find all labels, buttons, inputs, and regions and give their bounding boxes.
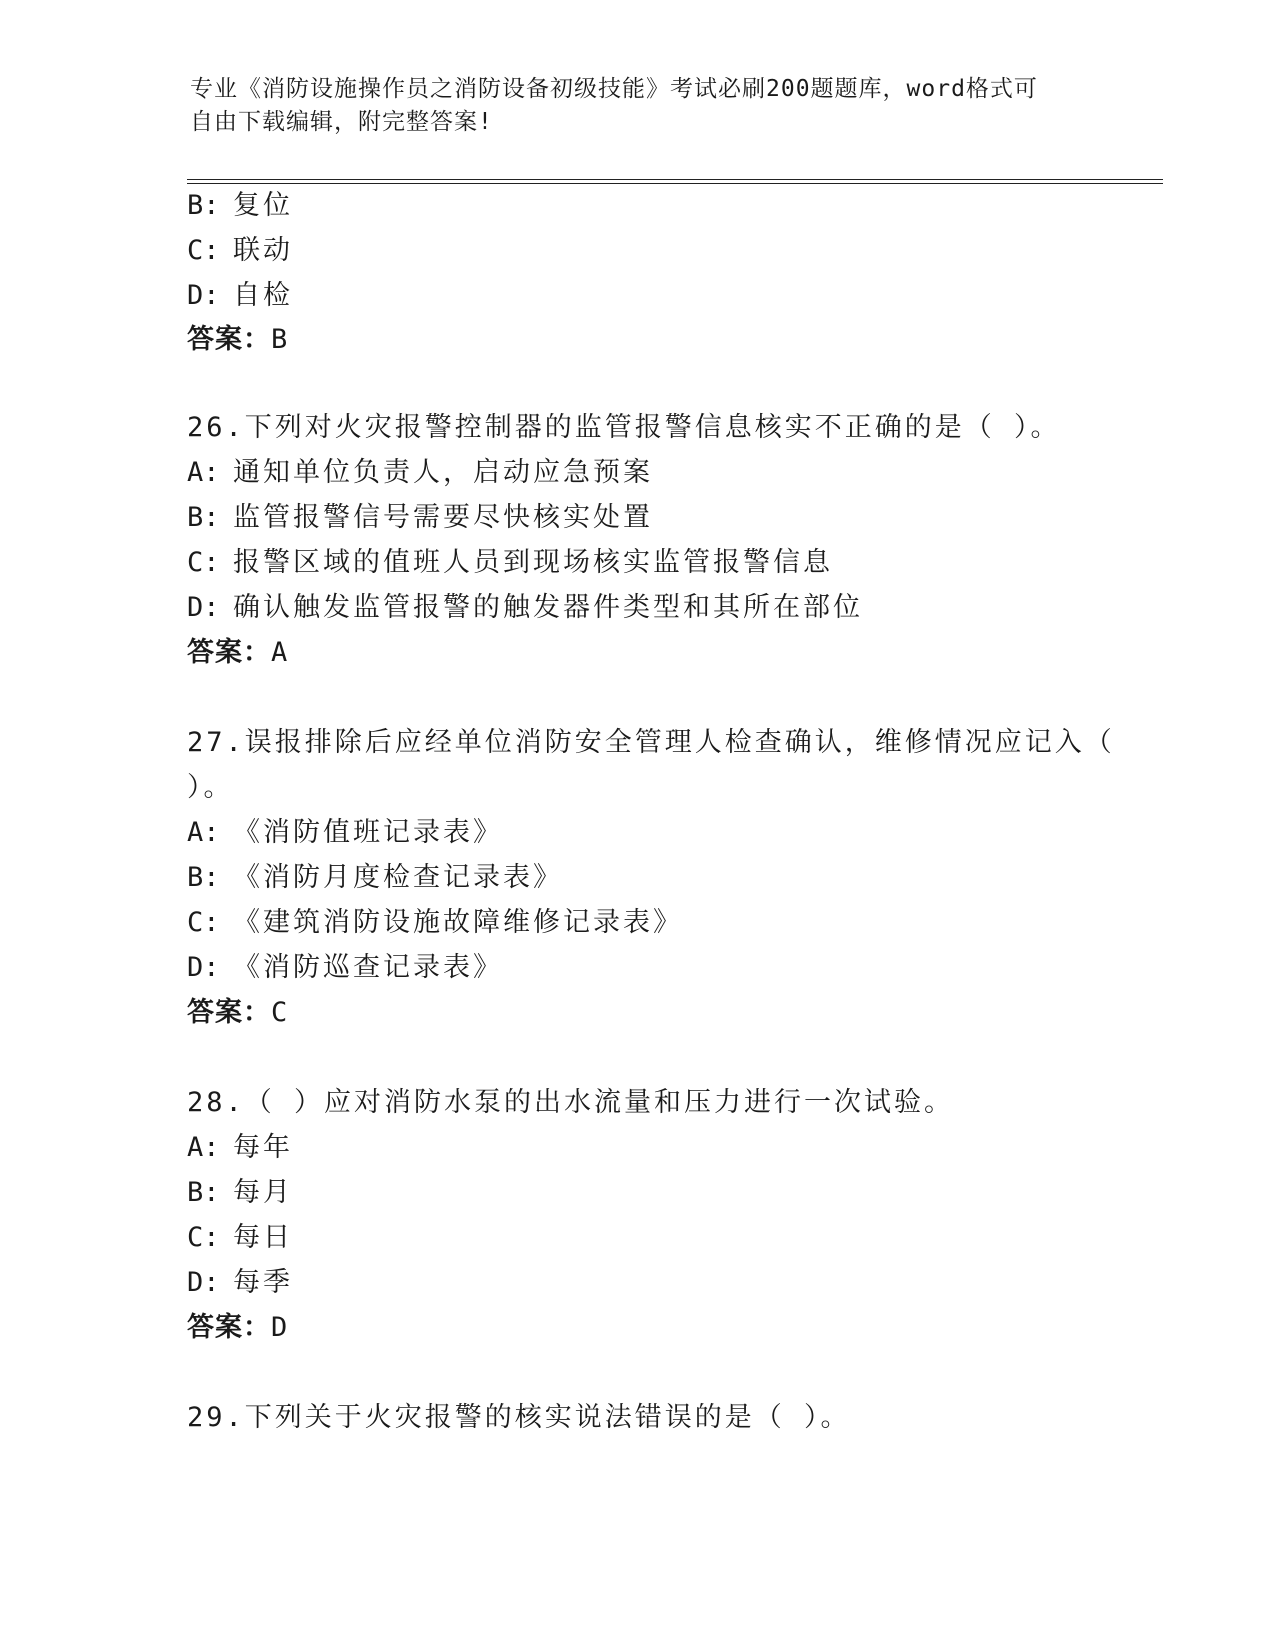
q26-stem: 26.下列对火灾报警控制器的监管报警信息核实不正确的是（ ）。 <box>187 412 1061 443</box>
option-label: D: <box>187 592 220 623</box>
option-text: 《消防月度检查记录表》 <box>233 862 563 893</box>
q25-option-c <box>187 235 293 267</box>
q28-stem: 28.（ ）应对消防水泵的出水流量和压力进行一次试验。 <box>187 1087 955 1118</box>
answer-label: 答案： <box>187 1312 271 1343</box>
q27-stem-line-2: ）。 <box>187 772 234 803</box>
option-label: B: <box>187 190 220 221</box>
q26-option-d <box>187 592 863 624</box>
q26-answer <box>187 637 288 669</box>
header-divider <box>187 179 1163 184</box>
q25-option-b <box>187 190 293 222</box>
q26-option-c <box>187 547 833 579</box>
option-text: 报警区域的值班人员到现场核实监管报警信息 <box>233 547 833 578</box>
option-text: 确认触发监管报警的触发器件类型和其所在部位 <box>233 592 863 623</box>
answer-value: D <box>271 1312 289 1343</box>
option-text: 《建筑消防设施故障维修记录表》 <box>233 907 683 938</box>
option-label: D: <box>187 952 220 983</box>
q26-option-a <box>187 457 653 489</box>
option-label: C: <box>187 235 220 266</box>
answer-value: A <box>271 637 289 668</box>
q28-option-b <box>187 1177 293 1209</box>
option-label: B: <box>187 502 220 533</box>
answer-value: C <box>271 997 289 1028</box>
option-text: 复位 <box>233 190 293 221</box>
option-label: A: <box>187 1132 220 1163</box>
header-line-2: 自由下载编辑，附完整答案! <box>190 109 493 135</box>
option-label: B: <box>187 1177 220 1208</box>
option-text: 每年 <box>233 1132 293 1163</box>
option-label: C: <box>187 907 220 938</box>
q25-option-d <box>187 280 293 312</box>
q29-stem: 29.下列关于火灾报警的核实说法错误的是（ ）。 <box>187 1402 851 1433</box>
option-text: 联动 <box>233 235 293 266</box>
option-text: 自检 <box>233 280 293 311</box>
q28-option-a <box>187 1132 293 1164</box>
q27-stem-line-1: 27.误报排除后应经单位消防安全管理人检查确认，维修情况应记入（ <box>187 727 1115 758</box>
q27-option-a <box>187 817 503 849</box>
option-label: A: <box>187 817 220 848</box>
answer-label: 答案： <box>187 997 271 1028</box>
header-line-1: 专业《消防设施操作员之消防设备初级技能》考试必刷200题题库，word格式可 <box>190 76 1038 102</box>
option-label: C: <box>187 1222 220 1253</box>
answer-label: 答案： <box>187 637 271 668</box>
option-text: 通知单位负责人，启动应急预案 <box>233 457 653 488</box>
q28-answer <box>187 1312 288 1344</box>
option-text: 每季 <box>233 1267 293 1298</box>
option-text: 《消防巡查记录表》 <box>233 952 503 983</box>
option-text: 每月 <box>233 1177 293 1208</box>
option-label: D: <box>187 1267 220 1298</box>
option-label: A: <box>187 457 220 488</box>
q27-option-c <box>187 907 683 939</box>
option-label: B: <box>187 862 220 893</box>
q27-option-d <box>187 952 503 984</box>
q27-option-b <box>187 862 563 894</box>
q28-option-d <box>187 1267 293 1299</box>
q27-answer <box>187 997 288 1029</box>
option-label: D: <box>187 280 220 311</box>
answer-value: B <box>271 324 289 355</box>
q28-option-c <box>187 1222 293 1254</box>
q26-option-b <box>187 502 653 534</box>
option-text: 监管报警信号需要尽快核实处置 <box>233 502 653 533</box>
document-header <box>190 73 1090 139</box>
option-text: 每日 <box>233 1222 293 1253</box>
q25-answer <box>187 324 288 356</box>
answer-label: 答案： <box>187 324 271 355</box>
option-label: C: <box>187 547 220 578</box>
option-text: 《消防值班记录表》 <box>233 817 503 848</box>
